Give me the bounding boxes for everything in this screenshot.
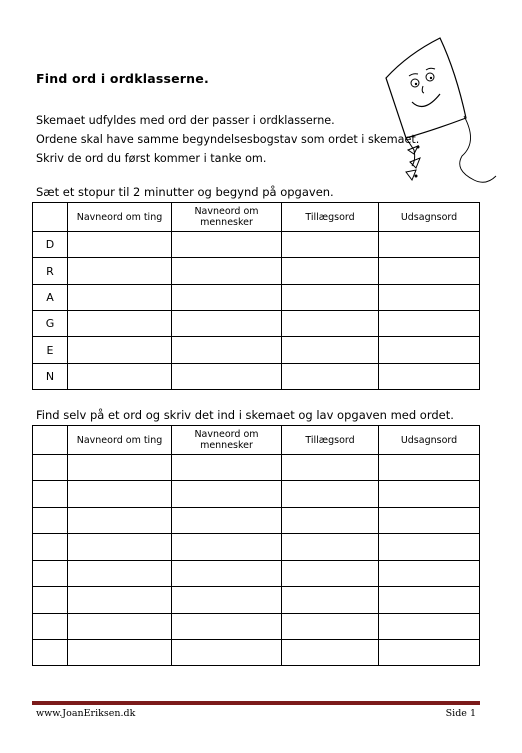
- letter-cell: [33, 534, 68, 561]
- row-letter: R: [33, 258, 68, 285]
- answer-cell: [379, 508, 480, 534]
- table-row: [33, 311, 480, 337]
- answer-cell: [172, 614, 282, 640]
- letter-cell: [33, 481, 68, 508]
- word-class-table-own-word: [32, 425, 480, 666]
- answer-cell: [68, 455, 172, 481]
- word-class-table-dragen: [32, 202, 480, 390]
- answer-cell: [379, 364, 480, 390]
- table-row: [33, 364, 480, 390]
- instruction-line: Skriv de ord du først kommer i tanke om.: [36, 152, 267, 165]
- header-udsagnsord: Udsagnsord: [379, 426, 480, 455]
- answer-cell: [172, 640, 282, 666]
- instruction-line: Ordene skal have samme begyndelsesbogstav som ordet i skemaet.: [36, 133, 420, 146]
- answer-cell: [282, 232, 379, 258]
- footer-rule: [32, 701, 480, 705]
- answer-cell: [172, 534, 282, 561]
- table-row: [33, 455, 480, 481]
- answer-cell: [282, 258, 379, 285]
- footer-page-number: Side 1: [445, 708, 476, 719]
- answer-cell: [68, 614, 172, 640]
- answer-cell: [172, 337, 282, 364]
- table-row: [33, 481, 480, 508]
- table-row: [33, 285, 480, 311]
- table-header-row: [33, 426, 480, 455]
- answer-cell: [172, 508, 282, 534]
- answer-cell: [68, 587, 172, 614]
- instruction-line: Skemaet udfyldes med ord der passer i ordklasserne.: [36, 114, 335, 127]
- answer-cell: [68, 364, 172, 390]
- table-row: [33, 508, 480, 534]
- letter-cell: [33, 614, 68, 640]
- header-navneord-ting: Navneord om ting: [68, 203, 172, 232]
- row-letter: N: [33, 364, 68, 390]
- answer-cell: [282, 561, 379, 587]
- answer-cell: [379, 337, 480, 364]
- header-navneord-ting: Navneord om ting: [68, 426, 172, 455]
- answer-cell: [379, 534, 480, 561]
- header-udsagnsord: Udsagnsord: [379, 203, 480, 232]
- answer-cell: [172, 587, 282, 614]
- answer-cell: [68, 337, 172, 364]
- answer-cell: [282, 640, 379, 666]
- footer-website: www.JoanEriksen.dk: [36, 708, 136, 719]
- answer-cell: [282, 587, 379, 614]
- row-letter: E: [33, 337, 68, 364]
- answer-cell: [172, 232, 282, 258]
- letter-cell: [33, 640, 68, 666]
- letter-cell: [33, 455, 68, 481]
- letter-cell: [33, 561, 68, 587]
- table-row: [33, 640, 480, 666]
- answer-cell: [68, 534, 172, 561]
- answer-cell: [379, 640, 480, 666]
- answer-cell: [172, 258, 282, 285]
- answer-cell: [282, 614, 379, 640]
- answer-cell: [379, 232, 480, 258]
- letter-cell: [33, 587, 68, 614]
- instructions: [36, 111, 420, 168]
- answer-cell: [68, 311, 172, 337]
- answer-cell: [379, 614, 480, 640]
- answer-cell: [282, 534, 379, 561]
- answer-cell: [68, 232, 172, 258]
- header-tillaegsord: Tillægsord: [282, 426, 379, 455]
- table-row: [33, 258, 480, 285]
- answer-cell: [379, 285, 480, 311]
- table-header-row: [33, 203, 480, 232]
- answer-cell: [282, 508, 379, 534]
- answer-cell: [282, 337, 379, 364]
- kite-illustration: [378, 26, 498, 196]
- answer-cell: [68, 481, 172, 508]
- row-letter: G: [33, 311, 68, 337]
- table-row: [33, 534, 480, 561]
- answer-cell: [68, 258, 172, 285]
- answer-cell: [282, 455, 379, 481]
- row-letter: D: [33, 232, 68, 258]
- answer-cell: [379, 561, 480, 587]
- answer-cell: [379, 481, 480, 508]
- answer-cell: [282, 285, 379, 311]
- table-row: [33, 561, 480, 587]
- page-title: Find ord i ordklasserne.: [36, 71, 209, 86]
- answer-cell: [282, 481, 379, 508]
- answer-cell: [68, 285, 172, 311]
- table-row: [33, 587, 480, 614]
- table2-instruction: Find selv på et ord og skriv det ind i skemaet og lav opgaven med ordet.: [36, 408, 454, 422]
- answer-cell: [379, 311, 480, 337]
- answer-cell: [172, 455, 282, 481]
- letter-cell: [33, 508, 68, 534]
- header-cell-empty: [33, 426, 68, 455]
- answer-cell: [282, 364, 379, 390]
- answer-cell: [172, 311, 282, 337]
- row-letter: A: [33, 285, 68, 311]
- answer-cell: [379, 258, 480, 285]
- header-navneord-mennesker: Navneord om mennesker: [172, 203, 282, 232]
- table-row: [33, 614, 480, 640]
- answer-cell: [379, 455, 480, 481]
- table-row: [33, 337, 480, 364]
- header-tillaegsord: Tillægsord: [282, 203, 379, 232]
- header-navneord-mennesker: Navneord om mennesker: [172, 426, 282, 455]
- answer-cell: [172, 285, 282, 311]
- answer-cell: [68, 561, 172, 587]
- answer-cell: [68, 640, 172, 666]
- answer-cell: [379, 587, 480, 614]
- answer-cell: [172, 481, 282, 508]
- answer-cell: [172, 364, 282, 390]
- answer-cell: [172, 561, 282, 587]
- table-row: [33, 232, 480, 258]
- header-cell-empty: [33, 203, 68, 232]
- answer-cell: [282, 311, 379, 337]
- answer-cell: [68, 508, 172, 534]
- table1-instruction: Sæt et stopur til 2 minutter og begynd på opgaven.: [36, 185, 334, 199]
